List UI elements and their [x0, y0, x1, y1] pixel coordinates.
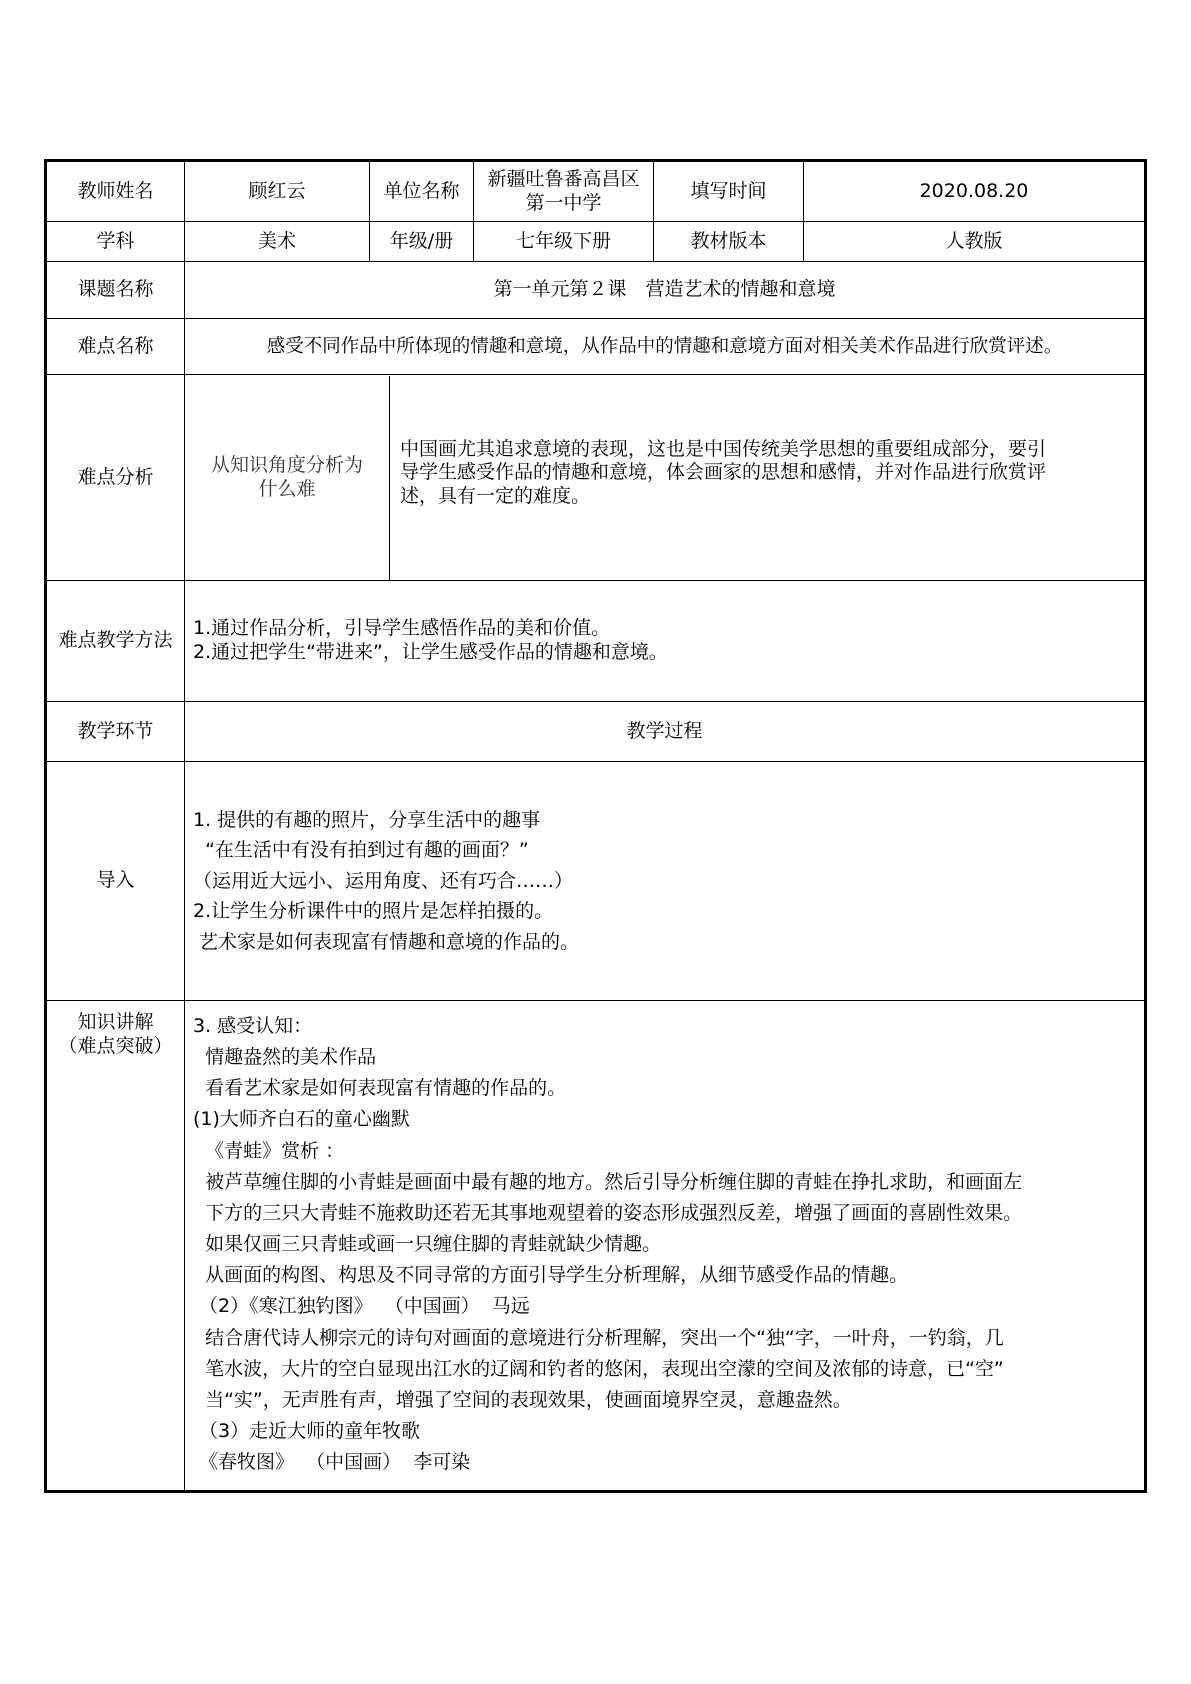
knowledge-line: 被芦草缠住脚的小青蛙是画面中最有趣的地方。然后引导分析缠住脚的青蛙在挣扎求助，和画面左	[193, 1170, 1023, 1193]
knowledge-line: 情趣盎然的美术作品	[193, 1046, 377, 1069]
knowledge-label-line1: 知识讲解	[77, 1011, 154, 1033]
difficulty-row	[46, 319, 1146, 375]
intro-lines	[193, 805, 1136, 957]
method-label: 难点教学方法	[46, 581, 185, 702]
analysis-row	[46, 375, 1146, 581]
knowledge-line: 《春牧图》 （中国画） 李可染	[193, 1451, 471, 1474]
intro-line: （运用近大远小、运用角度、还有巧合……）	[193, 869, 574, 892]
knowledge-text	[185, 1001, 1146, 1492]
method-row	[46, 581, 1146, 702]
intro-line: “在生活中有没有拍到过有趣的画面？”	[193, 839, 529, 862]
unit-value-line1: 新疆吐鲁番高昌区	[487, 167, 640, 190]
unit-value	[474, 161, 654, 222]
header-row-2	[46, 222, 1146, 262]
date-value: 2020.08.20	[804, 161, 1146, 222]
intro-line: 艺术家是如何表现富有情趣和意境的作品的。	[193, 930, 580, 953]
process-label: 教学环节	[46, 702, 185, 762]
method-text	[185, 581, 1146, 702]
knowledge-label	[46, 1001, 185, 1492]
difficulty-label: 难点名称	[46, 319, 185, 375]
difficulty-value: 感受不同作品中所体现的情趣和意境，从作品中的情趣和意境方面对相关美术作品进行欣赏评述。	[185, 319, 1146, 375]
knowledge-line: 3. 感受认知：	[193, 1015, 313, 1037]
knowledge-line: 下方的三只大青蛙不施救助还若无其事地观望着的姿态形成强烈反差，增强了画面的喜剧性效果。	[193, 1201, 1023, 1224]
intro-line: 1. 提供的有趣的照片，分享生活中的趣事	[193, 809, 541, 832]
process-value: 教学过程	[185, 702, 1146, 762]
subject-label: 学科	[46, 222, 185, 262]
topic-row	[46, 262, 1146, 319]
unit-label: 单位名称	[370, 161, 474, 222]
method-line1: 1.通过作品分析，引导学生感悟作品的美和价值。	[193, 617, 611, 640]
process-header-row	[46, 702, 1146, 762]
knowledge-line: (1)大师齐白石的童心幽默	[193, 1108, 410, 1131]
teacher-label: 教师姓名	[46, 161, 185, 222]
intro-text	[185, 762, 1146, 1001]
knowledge-line: 结合唐代诗人柳宗元的诗句对画面的意境进行分析理解，突出一个“独“字，一叶舟，一钓翁，几	[193, 1326, 1004, 1349]
analysis-sub-label-line2: 什么难	[258, 477, 316, 500]
knowledge-lines	[193, 1011, 1136, 1478]
intro-line: 2.让学生分析课件中的照片是怎样拍摄的。	[193, 900, 554, 923]
header-row-1	[46, 161, 1146, 222]
knowledge-row	[46, 1001, 1146, 1492]
knowledge-label-line2: （难点突破）	[58, 1034, 173, 1057]
edition-label: 教材版本	[654, 222, 804, 262]
date-label: 填写时间	[654, 161, 804, 222]
analysis-text-line2: 导学生感受作品的情趣和意境，体会画家的思想和感情，并对作品进行欣赏评	[400, 461, 1047, 484]
knowledge-line: 如果仅画三只青蛙或画一只缠住脚的青蛙就缺少情趣。	[193, 1233, 662, 1256]
grade-value: 七年级下册	[474, 222, 654, 262]
analysis-text-line3: 述，具有一定的难度。	[400, 485, 591, 507]
method-line2: 2.通过把学生“带进来”，让学生感受作品的情趣和意境。	[193, 641, 668, 663]
knowledge-line: （2）《寒江独钓图》 （中国画） 马远	[193, 1295, 530, 1318]
analysis-label: 难点分析	[46, 375, 185, 581]
knowledge-line: 看看艺术家是如何表现富有情趣的作品的。	[193, 1077, 567, 1100]
lesson-plan-table	[44, 159, 1147, 1493]
intro-label: 导入	[46, 762, 185, 1001]
topic-label: 课题名称	[46, 262, 185, 319]
grade-label: 年级/册	[370, 222, 474, 262]
topic-value: 第一单元第２课 营造艺术的情趣和意境	[185, 262, 1146, 319]
subject-value: 美术	[185, 222, 370, 262]
knowledge-line: 笔水波，大片的空白显现出江水的辽阔和钓者的悠闲，表现出空濛的空间及浓郁的诗意，已“空”	[193, 1357, 1004, 1380]
unit-value-line2: 第一中学	[525, 191, 602, 214]
knowledge-line: （3）走近大师的童年牧歌	[193, 1420, 421, 1443]
analysis-sub-label	[185, 376, 390, 580]
edition-value: 人教版	[804, 222, 1146, 262]
intro-row	[46, 762, 1146, 1001]
knowledge-line: 当“实”，无声胜有声，增强了空间的表现效果，使画面境界空灵，意趣盎然。	[193, 1388, 852, 1411]
teacher-value: 顾红云	[185, 161, 370, 222]
knowledge-line: 从画面的构图、构思及不同寻常的方面引导学生分析理解，从细节感受作品的情趣。	[193, 1264, 909, 1287]
analysis-sub-label-line1: 从知识角度分析为	[210, 453, 363, 476]
analysis-text-line1: 中国画尤其追求意境的表现，这也是中国传统美学思想的重要组成部分，要引	[400, 437, 1047, 460]
knowledge-line: 《青蛙》赏析 ：	[193, 1139, 345, 1162]
analysis-text	[390, 376, 1145, 580]
